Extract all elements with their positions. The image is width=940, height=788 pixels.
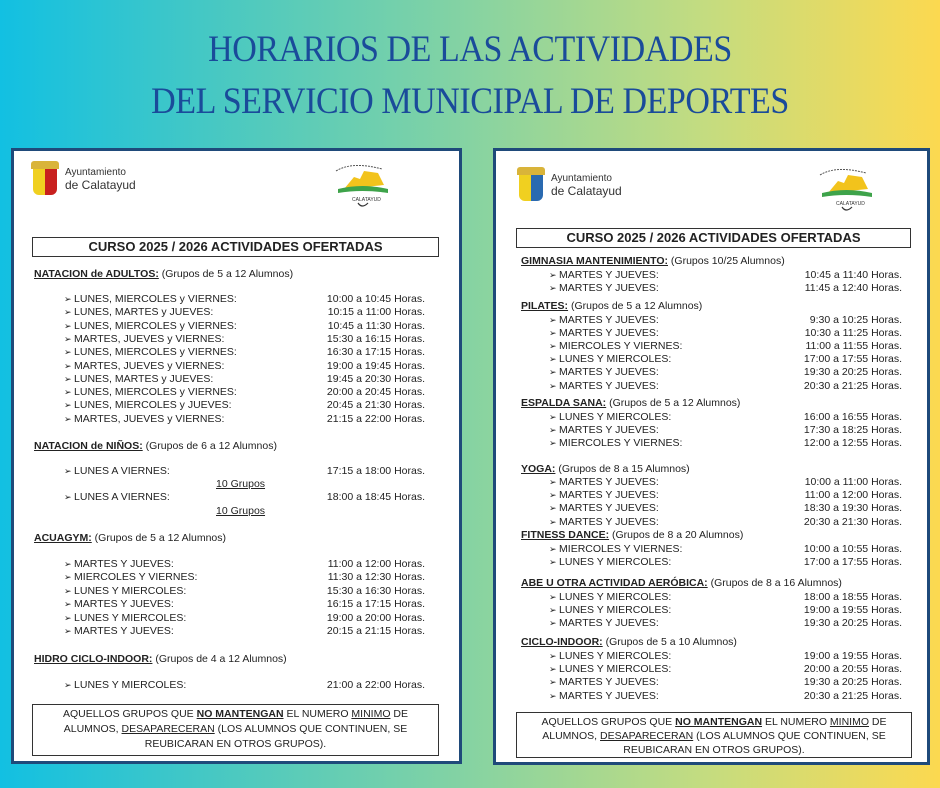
schedule-time: 10:00 a 10:45 Horas. <box>326 293 425 305</box>
schedule-days: ➢ MARTES, JUEVES y VIERNES: <box>64 333 224 345</box>
group-size: (Grupos de 6 a 12 Alumnos) <box>145 440 277 452</box>
page-title-line1: HORARIOS DE LAS ACTIVIDADES <box>208 29 732 70</box>
schedule-days: ➢ MARTES, JUEVES y VIERNES: <box>64 413 224 425</box>
schedule-days: ➢ MARTES Y JUEVES: <box>64 598 174 610</box>
schedule-time: 20:30 a 21:25 Horas. <box>803 379 902 392</box>
svg-text:CALATAYUD: CALATAYUD <box>352 197 381 203</box>
course-title-box: CURSO 2025 / 2026 ACTIVIDADES OFERTADAS <box>516 228 911 248</box>
ayuntamiento-label: Ayuntamiento <box>65 167 126 178</box>
schedule-days: ➢ MIERCOLES Y VIERNES: <box>549 437 682 449</box>
group-size: (Grupos de 5 a 12 Alumnos) <box>161 268 294 280</box>
section-header <box>521 529 743 541</box>
schedule-days: ➢ MARTES, JUEVES y VIERNES: <box>64 360 224 372</box>
minimum-students-note: AQUELLOS GRUPOS QUE NO MANTENGAN EL NUMERO MINIMO DE ALUMNOS, DESAPARECERAN (LOS ALUMNOS QUE CONTINUEN, SE REUBICARAN EN OTROS GRUPOS). <box>516 712 912 758</box>
activity-name: CICLO-INDOOR: <box>521 636 603 648</box>
schedule-time: 19:30 a 20:25 Horas. <box>803 366 902 379</box>
section-header <box>521 463 690 475</box>
schedule-days: ➢ LUNES A VIERNES: <box>64 491 170 503</box>
schedule-days: ➢ LUNES, MARTES y JUEVES: <box>64 306 213 318</box>
schedule-time: 21:15 a 22:00 Horas. <box>326 412 425 425</box>
calatayud-label: de Calatayud <box>65 178 136 192</box>
schedule-days: ➢ MIERCOLES Y VIERNES: <box>549 543 682 555</box>
schedule-time: 11:45 a 12:40 Horas. <box>804 282 902 294</box>
activity-name: ACUAGYM: <box>34 532 92 544</box>
schedule-time: 17:15 a 18:00 Horas. <box>326 465 425 477</box>
group-size: (Grupos de 5 a 12 Alumnos) <box>94 532 226 544</box>
schedule-time: 18:00 a 18:55 Horas. <box>803 591 902 603</box>
schedule-time: 10:45 a 11:40 Horas. <box>804 269 902 281</box>
schedule-days: ➢ LUNES Y MIERCOLES: <box>549 650 671 662</box>
schedule-days: ➢ LUNES Y MIERCOLES: <box>549 604 671 616</box>
schedule-days: ➢ LUNES, MIERCOLES y JUEVES: <box>64 399 232 411</box>
activity-name: NATACION de ADULTOS: <box>34 268 159 280</box>
schedule-days: ➢ MARTES Y JUEVES: <box>549 366 659 378</box>
activity-name: ESPALDA SANA: <box>521 397 607 409</box>
section-header <box>521 255 785 267</box>
calatayud-shield-icon <box>31 161 59 197</box>
schedule-days: ➢ MARTES Y JUEVES: <box>549 314 659 326</box>
schedule-days: ➢ MARTES Y JUEVES: <box>549 502 659 514</box>
schedule-time: 11:00 a 12:00 Horas. <box>327 558 425 570</box>
schedule-time: 19:00 a 19:55 Horas. <box>803 604 902 617</box>
activity-name: PILATES: <box>521 300 569 312</box>
section-header <box>521 636 737 648</box>
group-size: (Grupos de 8 a 20 Alumnos) <box>612 529 744 541</box>
groups-count: 10 Grupos <box>216 478 266 491</box>
schedule-time: 11:30 a 12:30 Horas. <box>327 571 425 584</box>
schedule-time: 20:30 a 21:25 Horas. <box>803 689 902 702</box>
course-title-box: CURSO 2025 / 2026 ACTIVIDADES OFERTADAS <box>32 237 439 257</box>
svg-text:CALATAYUD: CALATAYUD <box>836 201 865 207</box>
page-title-line2: DEL SERVICIO MUNICIPAL DE DEPORTES <box>151 81 789 122</box>
section-header <box>34 268 293 280</box>
schedule-days: ➢ MARTES Y JUEVES: <box>64 625 174 637</box>
section-header <box>521 397 740 409</box>
schedule-time: 15:30 a 16:30 Horas. <box>326 584 425 597</box>
schedule-days: ➢ LUNES Y MIERCOLES: <box>549 591 671 603</box>
schedule-days: ➢ MARTES Y JUEVES: <box>549 690 659 702</box>
schedule-time: 16:15 a 17:15 Horas. <box>326 598 425 611</box>
schedule-days: ➢ LUNES, MIERCOLES y VIERNES: <box>64 386 237 398</box>
schedule-days: ➢ LUNES, MARTES y JUEVES: <box>64 373 213 385</box>
servicio-municipal-deportes-logo-icon <box>332 159 392 209</box>
schedule-days: ➢ MARTES Y JUEVES: <box>549 269 659 281</box>
schedule-days: ➢ MARTES Y JUEVES: <box>549 424 659 436</box>
schedule-time: 20:00 a 20:45 Horas. <box>326 386 425 399</box>
schedule-time: 11:00 a 11:55 Horas. <box>805 340 902 353</box>
schedule-days: ➢ LUNES A VIERNES: <box>64 465 170 477</box>
group-size: (Grupos de 5 a 12 Alumnos) <box>609 397 741 409</box>
schedule-days: ➢ LUNES Y MIERCOLES: <box>549 353 671 365</box>
schedule-time: 20:15 a 21:15 Horas. <box>326 625 425 637</box>
schedule-time: 10:15 a 11:00 Horas. <box>327 306 425 319</box>
schedule-days: ➢ MARTES Y JUEVES: <box>549 676 659 688</box>
schedule-time: 16:30 a 17:15 Horas. <box>326 346 425 359</box>
schedule-days: ➢ LUNES, MIERCOLES y VIERNES: <box>64 320 237 332</box>
schedule-time: 19:30 a 20:25 Horas. <box>803 617 902 630</box>
schedule-time: 11:00 a 12:00 Horas. <box>804 489 902 502</box>
group-size: (Grupos de 8 a 16 Alumnos) <box>710 577 842 589</box>
schedule-time: 19:00 a 20:00 Horas. <box>326 611 425 624</box>
activity-name: NATACION de NIÑOS: <box>34 440 143 452</box>
schedule-days: ➢ LUNES Y MIERCOLES: <box>549 556 671 568</box>
calatayud-label: de Calatayud <box>551 184 622 198</box>
schedule-time: 20:45 a 21:30 Horas. <box>326 399 425 412</box>
group-size: (Grupos de 5 a 10 Alumnos) <box>605 636 737 648</box>
activity-name: HIDRO CICLO-INDOOR: <box>34 653 153 665</box>
schedule-days: ➢ LUNES Y MIERCOLES: <box>549 411 671 423</box>
minimum-students-note: AQUELLOS GRUPOS QUE NO MANTENGAN EL NUMERO MINIMO DE ALUMNOS, DESAPARECERAN (LOS ALUMNOS QUE CONTINUEN, SE REUBICARAN EN OTROS GRUPOS). <box>32 704 439 756</box>
schedule-time: 20:00 a 20:55 Horas. <box>803 663 902 676</box>
schedule-time: 18:00 a 18:45 Horas. <box>326 491 425 504</box>
groups-count: 10 Grupos <box>216 504 266 517</box>
schedule-days: ➢ MARTES Y JUEVES: <box>549 327 659 339</box>
schedule-panel-right <box>493 148 930 765</box>
schedule-days: ➢ MARTES Y JUEVES: <box>549 489 659 501</box>
schedule-time: 17:30 a 18:25 Horas. <box>803 424 902 436</box>
section-header <box>34 532 226 544</box>
schedule-days: ➢ LUNES, MIERCOLES y VIERNES: <box>64 346 237 358</box>
schedule-days: ➢ LUNES Y MIERCOLES: <box>549 663 671 675</box>
schedule-days: ➢ MARTES Y JUEVES: <box>549 617 659 629</box>
group-size: (Grupos de 5 a 12 Alumnos) <box>570 300 703 312</box>
group-size: (Grupos de 4 a 12 Alumnos) <box>155 653 287 665</box>
schedule-panel-left <box>11 148 462 764</box>
ayuntamiento-label: Ayuntamiento <box>551 173 612 184</box>
schedule-days: ➢ LUNES Y MIERCOLES: <box>64 585 186 597</box>
schedule-time: 19:30 a 20:25 Horas. <box>803 676 902 689</box>
schedule-time: 10:30 a 11:25 Horas. <box>804 327 902 340</box>
activity-name: YOGA: <box>521 463 556 475</box>
schedule-days: ➢ MIERCOLES Y VIERNES: <box>64 571 197 583</box>
schedule-time: 21:00 a 22:00 Horas. <box>326 679 425 691</box>
schedule-days: ➢ MARTES Y JUEVES: <box>64 558 174 570</box>
activity-name: GIMNASIA MANTENIMIENTO: <box>521 255 668 267</box>
schedule-time: 19:45 a 20:30 Horas. <box>326 372 425 385</box>
schedule-days: ➢ LUNES Y MIERCOLES: <box>64 612 186 624</box>
group-size: (Grupos 10/25 Alumnos) <box>670 255 785 267</box>
schedule-time: 9:30 a 10:25 Horas. <box>809 314 902 326</box>
group-size: (Grupos de 8 a 15 Alumnos) <box>558 463 690 475</box>
schedule-days: ➢ MARTES Y JUEVES: <box>549 380 659 392</box>
calatayud-shield-icon <box>517 167 545 203</box>
schedule-time: 19:00 a 19:45 Horas. <box>326 359 425 372</box>
schedule-days: ➢ MARTES Y JUEVES: <box>549 476 659 488</box>
schedule-time: 17:00 a 17:55 Horas. <box>803 353 902 366</box>
section-header <box>34 440 277 452</box>
schedule-time: 17:00 a 17:55 Horas. <box>803 556 902 568</box>
schedule-time: 19:00 a 19:55 Horas. <box>803 650 902 662</box>
section-header <box>34 653 287 665</box>
schedule-days: ➢ LUNES, MIERCOLES y VIERNES: <box>64 293 237 305</box>
activity-name: ABE U OTRA ACTIVIDAD AERÓBICA: <box>521 577 708 589</box>
schedule-time: 10:00 a 10:55 Horas. <box>803 543 902 555</box>
schedule-time: 12:00 a 12:55 Horas. <box>803 437 902 449</box>
activity-name: FITNESS DANCE: <box>521 529 610 541</box>
servicio-municipal-deportes-logo-icon <box>816 163 876 213</box>
schedule-time: 18:30 a 19:30 Horas. <box>803 502 902 515</box>
schedule-days: ➢ MARTES Y JUEVES: <box>549 516 659 528</box>
schedule-time: 15:30 a 16:15 Horas. <box>326 332 425 345</box>
schedule-time: 16:00 a 16:55 Horas. <box>803 411 902 423</box>
schedule-time: 10:45 a 11:30 Horas. <box>327 319 425 332</box>
schedule-days: ➢ MIERCOLES Y VIERNES: <box>549 340 682 352</box>
section-header <box>521 577 842 589</box>
schedule-time: 20:30 a 21:30 Horas. <box>803 515 902 528</box>
schedule-time: 10:00 a 11:00 Horas. <box>804 476 902 488</box>
ayuntamiento-logo <box>517 167 622 203</box>
schedule-days: ➢ MARTES Y JUEVES: <box>549 282 659 294</box>
section-header <box>521 300 702 312</box>
ayuntamiento-logo <box>31 161 136 197</box>
schedule-days: ➢ LUNES Y MIERCOLES: <box>64 679 186 691</box>
